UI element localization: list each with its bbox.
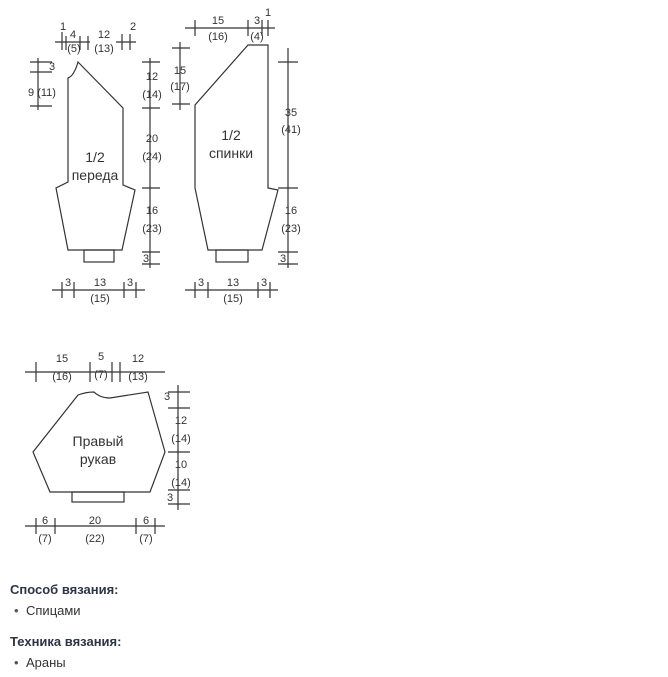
front-dim-left-3: 3: [48, 61, 56, 73]
sleeve-label-line2: рукав: [79, 451, 117, 467]
bullet-icon: •: [14, 603, 19, 618]
back-dim-left-15: 15: [173, 65, 187, 77]
front-dim-bottom-15: (15): [90, 293, 110, 305]
sleeve-dim-top-5: 5: [97, 351, 105, 363]
front-dim-right-3: 3: [142, 253, 150, 265]
front-dim-bottom-3a: 3: [64, 277, 72, 289]
front-dim-top-1: 1: [59, 21, 67, 33]
sleeve-dim-right-10: 10: [174, 459, 188, 471]
knitting-method-section: [10, 582, 119, 618]
knitting-method-list: [10, 603, 119, 618]
back-dim-bottom-3a: 3: [197, 277, 205, 289]
sleeve-dim-right-3a: 3: [163, 391, 171, 403]
knitting-method-heading: Способ вязания:: [10, 582, 119, 597]
front-dim-right-23: (23): [142, 223, 162, 235]
sleeve-dim-right-14a: (14): [171, 433, 191, 445]
sleeve-dim-bottom-22: (22): [85, 533, 105, 545]
front-dim-left-9-11: 9 (11): [28, 87, 56, 99]
sleeve-dim-right-12: 12: [174, 415, 188, 427]
sleeve-ribbing: [72, 492, 124, 502]
front-dim-top-13: (13): [94, 43, 114, 55]
sleeve-dim-bottom-20: 20: [88, 515, 102, 527]
back-dim-bottom-15: (15): [223, 293, 243, 305]
back-ribbing: [216, 250, 248, 262]
sleeve-dim-right-14b: (14): [171, 477, 191, 489]
back-dim-top-3: 3: [253, 15, 261, 27]
list-item: [10, 655, 121, 670]
sleeve-dim-bottom-6a: 6: [41, 515, 49, 527]
back-label-line1: 1/2: [221, 127, 241, 143]
back-dim-top-4: (4): [250, 31, 264, 43]
back-right-dim-lines: [278, 48, 298, 268]
sleeve-dim-bottom-6b: 6: [142, 515, 150, 527]
front-dim-right-24: (24): [142, 151, 162, 163]
list-item: [10, 603, 119, 618]
sleeve-dim-top-13: (13): [128, 371, 148, 383]
knitting-technique-heading: Техника вязания:: [10, 634, 122, 649]
front-ribbing: [84, 250, 114, 262]
back-dim-top-1: 1: [264, 7, 272, 19]
front-dim-bottom-3b: 3: [126, 277, 134, 289]
front-label-line1: 1/2: [85, 149, 105, 165]
sleeve-dim-top-7: (7): [94, 369, 108, 381]
front-dim-right-14: (14): [142, 89, 162, 101]
front-dim-top-5: (5): [67, 43, 81, 55]
back-dim-right-35: 35: [284, 107, 298, 119]
front-dim-top-12: 12: [97, 29, 111, 41]
knitting-technique-value: Араны: [26, 655, 66, 670]
front-dim-right-20: 20: [145, 133, 159, 145]
bullet-icon: •: [14, 655, 19, 670]
front-dim-top-2: 2: [129, 21, 137, 33]
back-dim-right-16: 16: [284, 205, 298, 217]
back-dim-bottom-3b: 3: [260, 277, 268, 289]
front-label-line2: переда: [71, 167, 119, 183]
knitting-technique-list: [10, 655, 121, 670]
knitting-method-value: Спицами: [26, 603, 81, 618]
back-dim-right-41: (41): [281, 124, 301, 136]
sleeve-dim-right-3b: 3: [166, 492, 174, 504]
sleeve-dim-top-16: (16): [52, 371, 72, 383]
back-dim-top-16: (16): [208, 31, 228, 43]
sleeve-dim-top-12: 12: [131, 353, 145, 365]
front-dim-right-12: 12: [145, 71, 159, 83]
front-dim-bottom-13: 13: [93, 277, 107, 289]
sleeve-dim-top-15: 15: [55, 353, 69, 365]
back-dim-top-15: 15: [211, 15, 225, 27]
sleeve-dim-bottom-7a: (7): [38, 533, 52, 545]
knitting-technique-section: [10, 634, 121, 670]
back-dim-left-17: (17): [170, 81, 190, 93]
sleeve-label-line1: Правый: [72, 433, 124, 449]
back-dim-right-3: 3: [279, 253, 287, 265]
sleeve-dim-bottom-7b: (7): [139, 533, 153, 545]
front-dim-top-4: 4: [69, 29, 77, 41]
front-dim-right-16: 16: [145, 205, 159, 217]
back-dim-right-23: (23): [281, 223, 301, 235]
back-dim-bottom-13: 13: [226, 277, 240, 289]
back-label-line2: спинки: [208, 145, 254, 161]
